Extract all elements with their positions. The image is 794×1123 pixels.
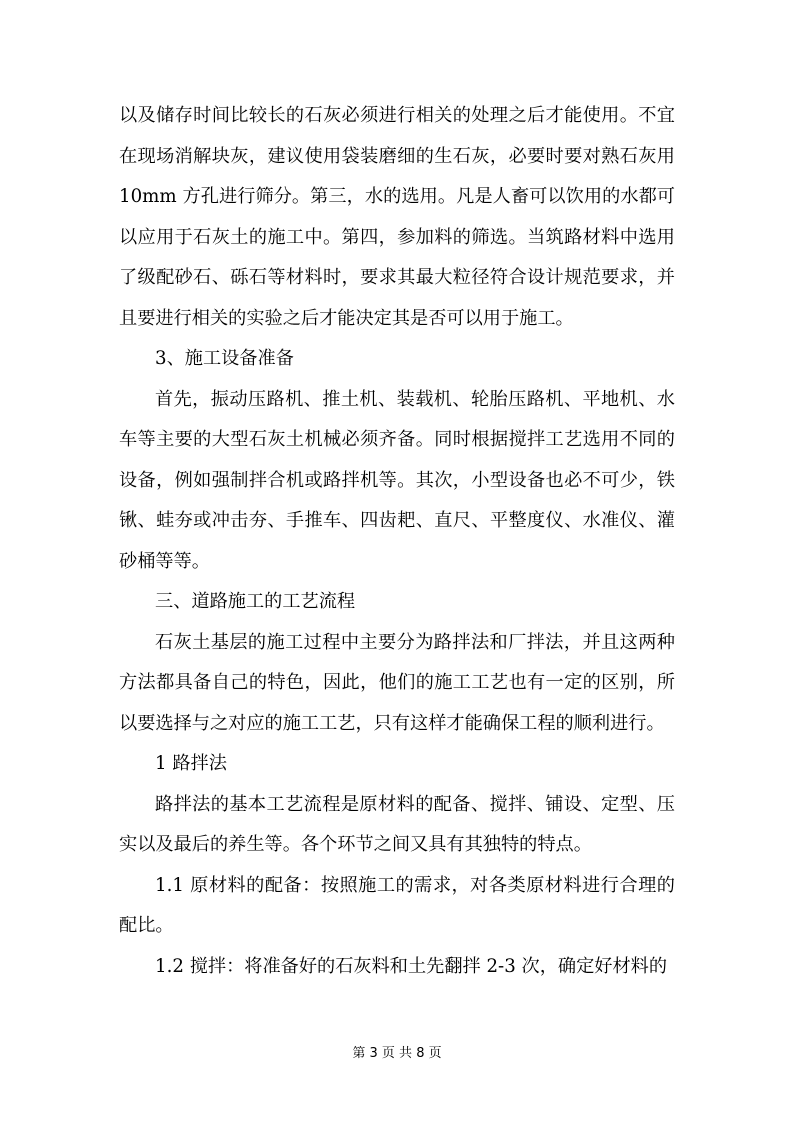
heading-road-mix-method: 1 路拌法 bbox=[155, 753, 227, 774]
paragraph-equipment: 首先，振动压路机、推土机、装载机、轮胎压路机、平地机、水车等主要的大型石灰土机械必须齐备。同时根据搅拌工艺选用不同的设备，例如强制拌合机或路拌机等。其次，小型设备也必不可少，铁锹、蛙夯或冲击夯、手推车、四齿耙、直尺、平整度仪、水准仪、灌砂桶等等。 bbox=[119, 388, 675, 572]
paragraph-road-mix-flow: 路拌法的基本工艺流程是原材料的配备、搅拌、铺设、定型、压实以及最后的养生等。各个环节之间又具有其独特的特点。 bbox=[119, 793, 675, 855]
heading-equipment-preparation: 3、施工设备准备 bbox=[155, 348, 294, 369]
paragraph-process-intro: 石灰土基层的施工过程中主要分为路拌法和厂拌法，并且这两种方法都具备自己的特色，因此，他们的施工工艺也有一定的区别，所以要选择与之对应的施工工艺，只有这样才能确保工程的顺利进行。 bbox=[119, 631, 675, 734]
heading-process-flow: 三、道路施工的工艺流程 bbox=[155, 591, 356, 612]
paragraph-material-preparation: 1.1 原材料的配备：按照施工的需求，对各类原材料进行合理的配比。 bbox=[119, 874, 675, 936]
document-body bbox=[119, 96, 675, 987]
paragraph-lime-storage: 以及储存时间比较长的石灰必须进行相关的处理之后才能使用。不宜在现场消解块灰，建议使用袋装磨细的生石灰，必要时要对熟石灰用 10mm 方孔进行筛分。第三，水的选用。凡是人畜可以饮用的水都可以应用于石灰土的施工中。第四，参加料的筛选。当筑路材料中选用了级配砂石、砾石等材料时，要求其最大粒径符合设计规范要求，并且要进行相关的实验之后才能决定其是否可以用于施工。 bbox=[119, 105, 675, 329]
paragraph-mixing: 1.2 搅拌：将准备好的石灰料和土先翻拌 2-3 次，确定好材料的 bbox=[155, 955, 668, 977]
page-number-footer: 第 3 页 共 8 页 bbox=[352, 1046, 442, 1061]
